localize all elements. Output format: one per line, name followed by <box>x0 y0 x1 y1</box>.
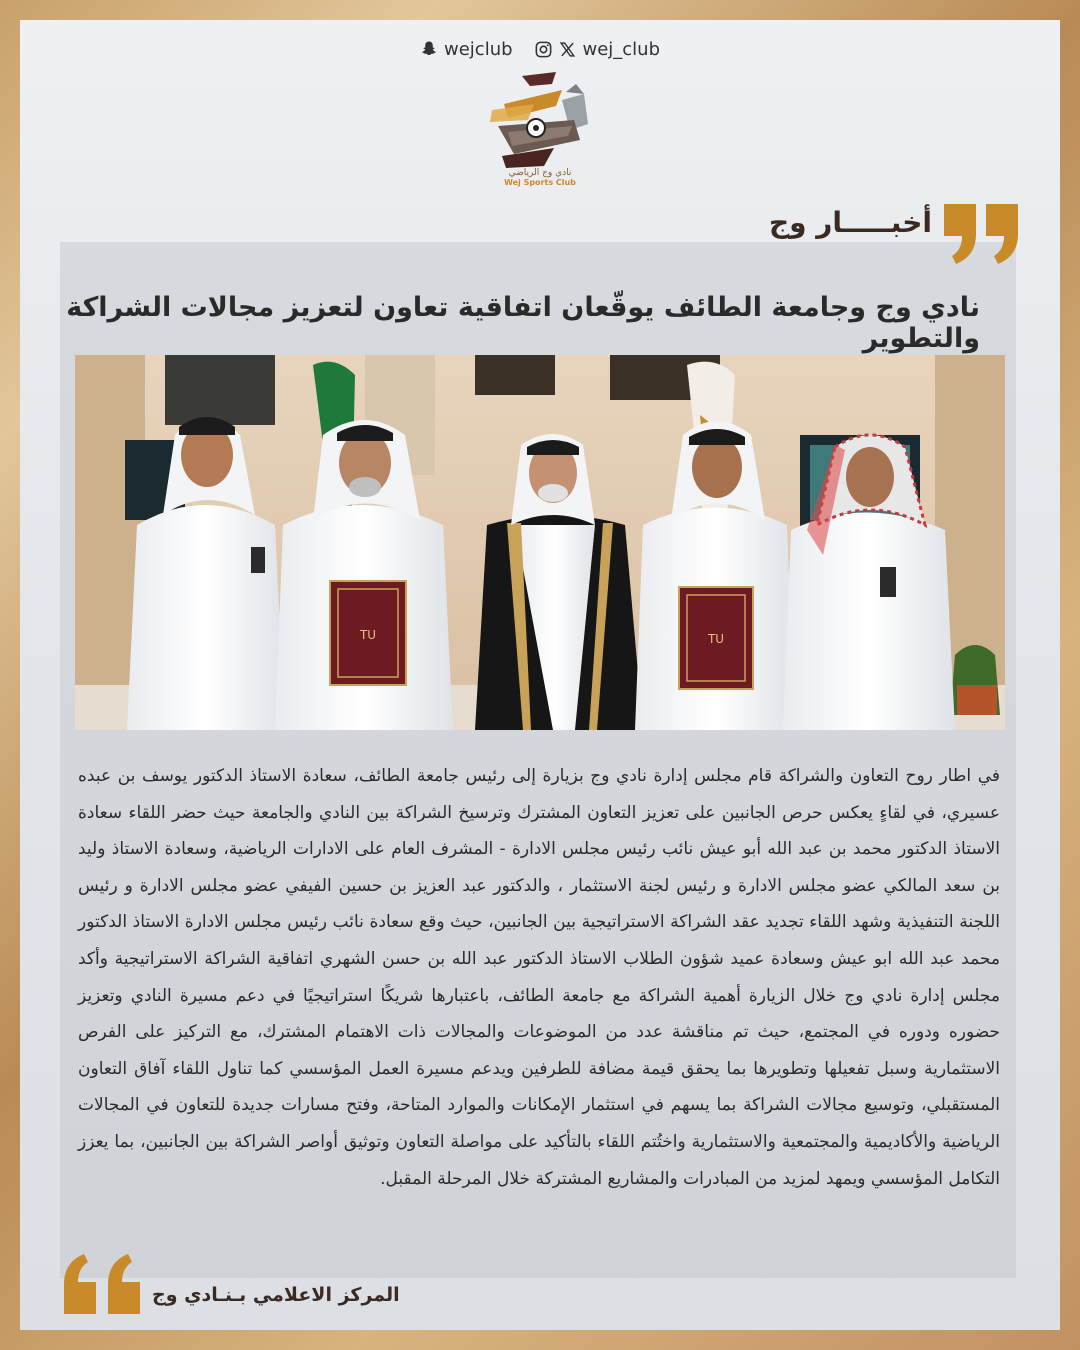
social-handles <box>420 36 660 62</box>
instagram-icon[interactable] <box>534 40 553 59</box>
closing-quote-icon <box>940 200 1022 266</box>
x-instagram-handle[interactable]: wej_club <box>582 38 660 60</box>
x-icon[interactable] <box>559 41 576 58</box>
section-label: أخبـــــار وج <box>768 205 932 239</box>
snapchat-icon[interactable] <box>420 40 438 58</box>
logo-english-name: Wej Sports Club <box>504 178 576 187</box>
folder-logo-right: TU <box>707 632 725 646</box>
folder-logo-left: TU <box>359 628 377 642</box>
signing-photo <box>75 355 1005 730</box>
snapchat-handle[interactable]: wejclub <box>444 38 513 60</box>
article-headline: نادي وج وجامعة الطائف يوقّعان اتفاقية تعاون لتعزيز مجالات الشراكة والتطوير <box>66 292 980 354</box>
opening-quote-icon <box>60 1252 144 1316</box>
club-logo <box>484 70 596 190</box>
article-body: في اطار روح التعاون والشراكة قام مجلس إدارة نادي وج بزيارة إلى رئيس جامعة الطائف، سعادة الاستاذ الدكتور يوسف بن عبده عسيري، في لقاءٍ يعكس حرص الجانبين على تعزيز التعاون المشترك وترسيخ الشراكة بين النادي والجامعة حيث حضر اللقاء سعادة الاستاذ الدكتور محمد بن عبد الله أبو عيش نائب رئيس مجلس الادارة - المشرف العام على الادارات الرياضية، وسعادة الاستاذ وليد بن سعد المالكي عضو مجلس الادارة و رئيس لجنة الاستثمار ، والدكتور عبد العزيز بن حسين الفيفي عضو مجلس الادارة و رئيس اللجنة التنفيذية وشهد اللقاء تجديد عقد الشراكة الاستراتيجية بين الجانبين، حيث وقع سعادة نائب رئيس مجلس الادارة الاستاذ الدكتور محمد عبد الله ابو عيش وسعادة عميد شؤون الطلاب الاستاذ الدكتور عبد الله بن حسن الشهري اتفاقية الشراكة الاستراتيجية وأكد مجلس إدارة نادي وج خلال الزيارة أهمية الشراكة مع جامعة الطائف، باعتبارها شريكًا استراتيجيًا في دعم مسيرة النادي وتعزيز حضوره ودوره في المجتمع، حيث تم مناقشة عدد من الموضوعات والمجالات ذات الاهتمام المشترك، مع التركيز على الفرص الاستثمارية وسبل تفعيلها وتطويرها بما يحقق قيمة مضافة للطرفين ويدعم مسيرة العمل المؤسسي كما تناول اللقاء آفاق التعاون المستقبلي، وتوسيع مجالات الشراكة بما يسهم في استثمار الإمكانات والموارد المتاحة، وفتح مسارات جديدة للتعاون في المجالات الرياضية والأكاديمية والمجتمعية والاستثمارية واختُتم اللقاء بالتأكيد على مواصلة التعاون وتوثيق أواصر الشراكة بين الجانبين، بما يعزز التكامل المؤسسي ويمهد لمزيد من المبادرات والمشاريع المشتركة خلال المرحلة المقبل. <box>78 766 1000 1189</box>
media-center-signature: المركز الاعلامي بـنـادي وج <box>152 1284 400 1306</box>
logo-arabic-name: نادي وج الرياضي <box>508 168 572 178</box>
